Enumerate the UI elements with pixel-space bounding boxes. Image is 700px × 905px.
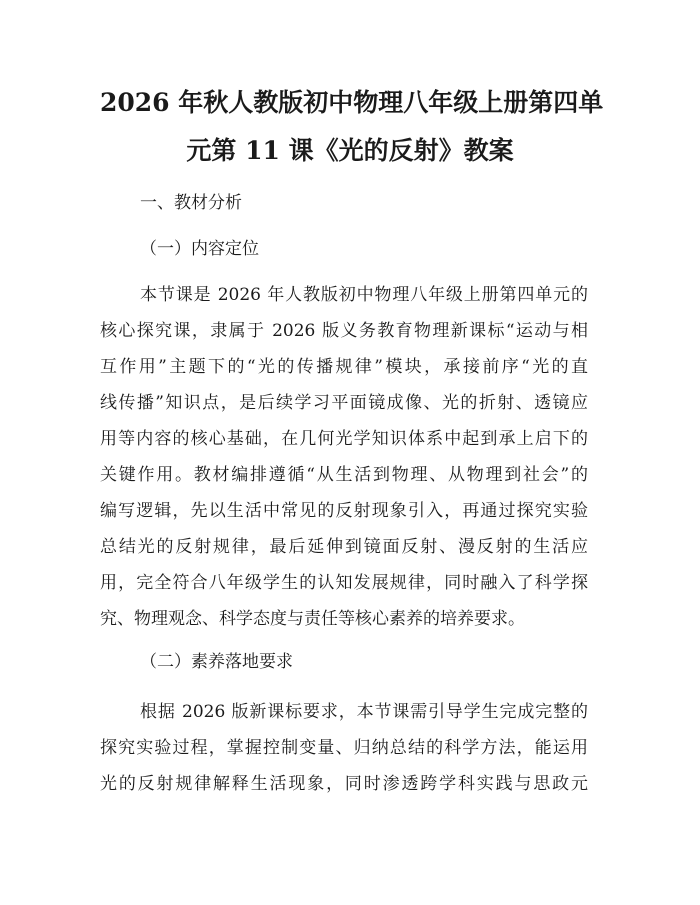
paragraph-line: 关键作用。教材编排遵循“从生活到物理、从物理到社会”的 xyxy=(100,465,588,485)
paragraph-line: 探究实验过程，掌握控制变量、归纳总结的科学方法，能运用 xyxy=(100,738,588,758)
paragraph-line: 用等内容的核心基础，在几何光学知识体系中起到承上启下的 xyxy=(100,429,588,449)
section-heading-teaching-material-analysis: 一、教材分析 xyxy=(140,193,242,213)
paragraph-line: 根据 2026 版新课标要求，本节课需引导学生完成完整的 xyxy=(140,702,588,722)
paragraph-line: 编写逻辑，先以生活中常见的反射现象引入，再通过探究实验 xyxy=(100,501,588,521)
subsection-heading-content-positioning: （一）内容定位 xyxy=(140,239,259,259)
paragraph-line: 究、物理观念、科学态度与责任等核心素养的培养要求。 xyxy=(100,609,525,629)
paragraph-line: 互作用”主题下的“光的传播规律”模块，承接前序“光的直 xyxy=(100,357,588,377)
document-title-line-1: 2026 年秋人教版初中物理八年级上册第四单 xyxy=(100,88,604,117)
subsection-heading-literacy-requirements: （二）素养落地要求 xyxy=(140,652,293,672)
paragraph-line: 核心探究课，隶属于 2026 版义务教育物理新课标“运动与相 xyxy=(100,321,588,341)
paragraph-line: 光的反射规律解释生活现象，同时渗透跨学科实践与思政元 xyxy=(100,774,588,794)
paragraph-line: 用，完全符合八年级学生的认知发展规律，同时融入了科学探 xyxy=(100,573,588,593)
paragraph-line: 本节课是 2026 年人教版初中物理八年级上册第四单元的 xyxy=(140,285,588,305)
document-title-line-2: 元第 11 课《光的反射》教案 xyxy=(186,136,514,165)
paragraph-line: 总结光的反射规律，最后延伸到镜面反射、漫反射的生活应 xyxy=(100,537,588,557)
paragraph-line: 线传播”知识点，是后续学习平面镜成像、光的折射、透镜应 xyxy=(100,393,588,413)
